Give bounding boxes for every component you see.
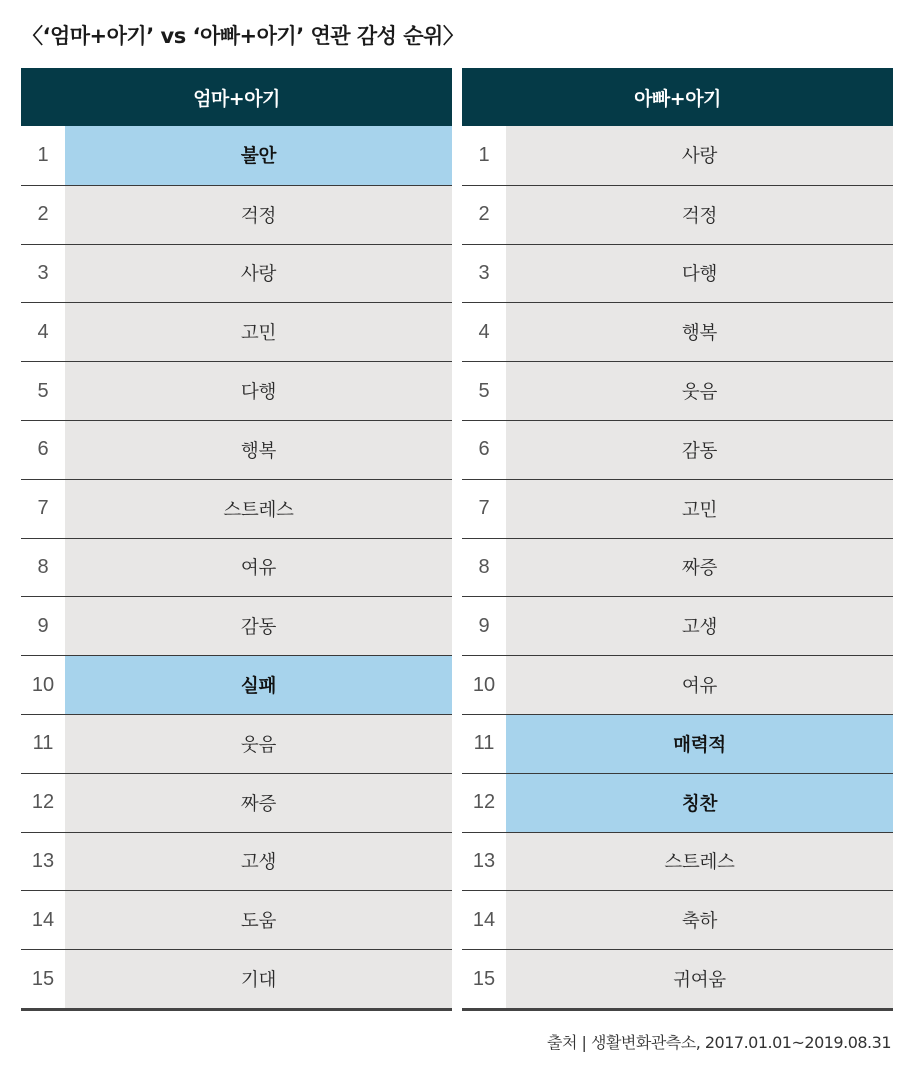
source-note: 출처 | 생활변화관측소, 2017.01.01~2019.08.31 [547,1033,891,1052]
rank-cell: 1 [462,126,506,185]
table-row [21,538,452,597]
rank-cell: 3 [462,245,506,303]
table-row [462,244,893,303]
table-row [21,832,452,891]
emotion-cell: 칭찬 [506,774,893,832]
emotion-cell: 고민 [506,480,893,538]
table-row [21,949,452,1008]
mom-baby-table [21,68,452,1011]
emotion-cell: 다행 [65,362,452,420]
table-row [462,773,893,832]
emotion-cell: 행복 [506,303,893,361]
rank-cell: 13 [462,833,506,891]
rank-cell: 15 [462,950,506,1008]
rank-cell: 6 [21,421,65,479]
table-row [21,890,452,949]
emotion-cell: 고생 [65,833,452,891]
table-row [462,361,893,420]
emotion-cell: 사랑 [65,245,452,303]
emotion-cell: 다행 [506,245,893,303]
table-header: 엄마+아기 [21,68,452,126]
emotion-cell: 짜증 [506,539,893,597]
emotion-cell: 실패 [65,656,452,714]
table-row [462,890,893,949]
table-row [21,714,452,773]
table-row [21,302,452,361]
rank-cell: 11 [462,715,506,773]
table-row [21,773,452,832]
rank-cell: 3 [21,245,65,303]
emotion-cell: 고생 [506,597,893,655]
rank-cell: 1 [21,126,65,185]
table-row [462,185,893,244]
emotion-cell: 걱정 [65,186,452,244]
table-header: 아빠+아기 [462,68,893,126]
emotion-cell: 도움 [65,891,452,949]
rank-cell: 7 [21,480,65,538]
rank-cell: 11 [21,715,65,773]
table-row [21,126,452,185]
table-row [462,479,893,538]
emotion-cell: 감동 [65,597,452,655]
emotion-cell: 걱정 [506,186,893,244]
rank-cell: 14 [21,891,65,949]
emotion-cell: 매력적 [506,715,893,773]
table-row [462,714,893,773]
table-row [21,420,452,479]
page-title: 〈‘엄마+아기’ vs ‘아빠+아기’ 연관 감성 순위〉 [22,24,464,48]
emotion-cell: 웃음 [65,715,452,773]
rank-cell: 12 [462,774,506,832]
emotion-cell: 사랑 [506,126,893,185]
rank-cell: 12 [21,774,65,832]
emotion-cell: 스트레스 [506,833,893,891]
table-row [462,949,893,1008]
emotion-cell: 고민 [65,303,452,361]
table-row [21,596,452,655]
table-row [21,244,452,303]
rank-cell: 8 [462,539,506,597]
rank-cell: 2 [21,186,65,244]
emotion-cell: 스트레스 [65,480,452,538]
rank-cell: 5 [21,362,65,420]
emotion-cell: 기대 [65,950,452,1008]
rank-cell: 2 [462,186,506,244]
table-row [462,655,893,714]
emotion-cell: 불안 [65,126,452,185]
rank-cell: 6 [462,421,506,479]
rank-cell: 10 [462,656,506,714]
rank-cell: 5 [462,362,506,420]
table-row [21,479,452,538]
emotion-cell: 여유 [65,539,452,597]
table-body [462,126,893,1008]
table-row [462,420,893,479]
emotion-cell: 행복 [65,421,452,479]
table-body [21,126,452,1008]
emotion-cell: 감동 [506,421,893,479]
emotion-cell: 귀여움 [506,950,893,1008]
rank-cell: 15 [21,950,65,1008]
rank-cell: 14 [462,891,506,949]
emotion-cell: 짜증 [65,774,452,832]
rank-cell: 4 [462,303,506,361]
table-row [462,538,893,597]
table-row [21,361,452,420]
table-row [462,832,893,891]
rank-cell: 9 [21,597,65,655]
table-row [462,302,893,361]
emotion-cell: 축하 [506,891,893,949]
rank-cell: 13 [21,833,65,891]
emotion-cell: 웃음 [506,362,893,420]
rank-cell: 10 [21,656,65,714]
rank-cell: 8 [21,539,65,597]
dad-baby-table [462,68,893,1011]
table-row [462,596,893,655]
rank-cell: 4 [21,303,65,361]
emotion-cell: 여유 [506,656,893,714]
rank-cell: 7 [462,480,506,538]
table-row [21,655,452,714]
table-row [462,126,893,185]
table-row [21,185,452,244]
rank-cell: 9 [462,597,506,655]
